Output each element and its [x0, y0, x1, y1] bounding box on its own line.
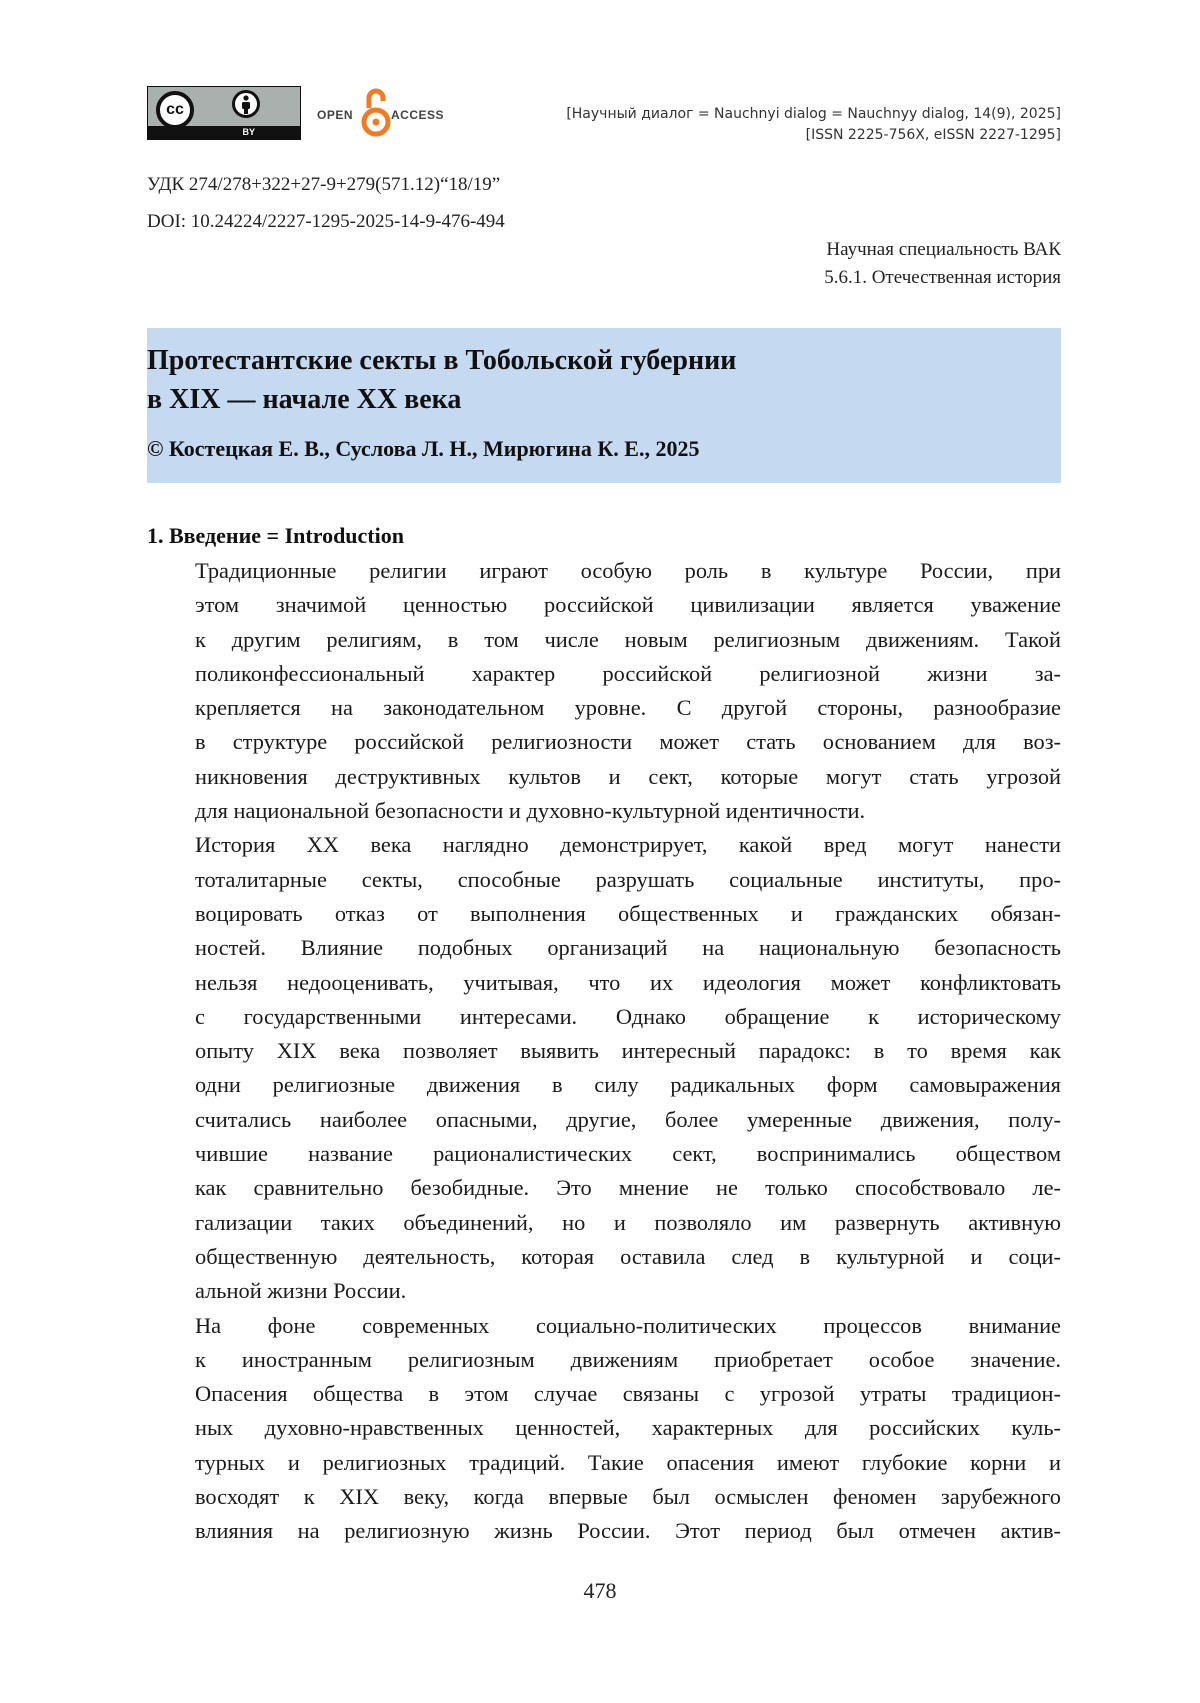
- text-line: История XX века наглядно демонстрирует, какой вред могут нанести: [195, 832, 1061, 858]
- journal-issn-line: [ISSN 2225-756X, eISSN 2227-1295]: [805, 127, 1061, 143]
- article-authors: © Костецкая Е. В., Суслова Л. Н., Мирюгина К. Е., 2025: [147, 436, 700, 461]
- article-title: [147, 341, 736, 419]
- text-line: нельзя недооценивать, учитывая, что их идеология может конфликтовать: [195, 969, 1061, 995]
- text-line: На фоне современных социально-политических процессов внимание: [195, 1312, 1061, 1338]
- text-line: опыту XIX века позволяет выявить интересный парадокс: в то время как: [195, 1038, 1061, 1064]
- text-line: в структуре российской религиозности может стать основанием для воз-: [195, 729, 1061, 755]
- text-line: тоталитарные секты, способные разрушать социальные институты, про-: [195, 866, 1061, 892]
- text-line: гализации таких объединений, но и позволяло им развернуть активную: [195, 1209, 1061, 1235]
- open-access-label-left: OPEN: [317, 108, 354, 122]
- text-line: общественную деятельность, которая оставила след в культурной и соци-: [195, 1243, 1061, 1269]
- paragraph-2: [147, 828, 1061, 1308]
- text-line: как сравнительно безобидные. Это мнение не только способствовало ле-: [195, 1175, 1061, 1201]
- text-line: поликонфессиональный характер российской религиозной жизни за-: [195, 660, 1061, 686]
- open-access-label-right: ACCESS: [391, 108, 445, 122]
- paragraph-3: [147, 1309, 1061, 1549]
- text-line: к другим религиям, в том числе новым религиозным движениям. Такой: [195, 626, 1061, 652]
- article-title-block: [147, 328, 1061, 483]
- article-title-line-2: в XIX — начале XX века: [147, 384, 462, 415]
- attribution-person-icon: [232, 90, 260, 118]
- text-line: чившие название рационалистических сект, воспринимались обществом: [195, 1141, 1061, 1167]
- article-title-line-1: Протестантские секты в Тобольской губернии: [147, 345, 737, 376]
- text-line: восходят к XIX веку, когда впервые был осмыслен феномен зарубежного: [195, 1484, 1061, 1510]
- text-line: турных и религиозных традиций. Такие опасения имеют глубокие корни и: [195, 1449, 1061, 1475]
- license-bar: [148, 126, 300, 139]
- specialty-line-1: Научная специальность ВАК: [826, 239, 1061, 260]
- text-line: для национальной безопасности и духовно-культурной идентичности.: [195, 798, 866, 824]
- section-heading: 1. Введение = Introduction: [147, 523, 404, 548]
- text-line: крепляется на законодательном уровне. С другой стороны, разнообразие: [195, 695, 1061, 721]
- text-line: Традиционные религии играют особую роль в культуре России, при: [195, 558, 1061, 583]
- text-line: одни религиозные движения в силу радикальных форм самовыражения: [195, 1072, 1061, 1098]
- paragraph-1: [147, 554, 1061, 828]
- text-line: воцировать отказ от выполнения общественных и гражданских обязан-: [195, 900, 1061, 926]
- text-line: влияния на религиозную жизнь России. Этот период был отмечен актив-: [195, 1518, 1061, 1544]
- text-line: ных духовно-нравственных ценностей, характерных для российских куль-: [195, 1415, 1061, 1441]
- cc-by-license-badge: [147, 86, 301, 140]
- text-line: с государственными интересами. Однако обращение к историческому: [195, 1003, 1061, 1029]
- cc-icon: cc: [156, 91, 194, 129]
- specialty-line-2: 5.6.1. Отечественная история: [824, 267, 1061, 288]
- text-line: этом значимой ценностью российской цивилизации является уважение: [195, 592, 1061, 618]
- text-line: альной жизни России.: [195, 1278, 407, 1304]
- license-by-label: BY: [242, 127, 255, 137]
- journal-citation: [566, 104, 1061, 146]
- open-access-lock-icon: [361, 86, 391, 140]
- text-line: считались наиболее опасными, другие, более умеренные движения, полу-: [195, 1106, 1061, 1132]
- udc-code: УДК 274/278+322+27-9+279(571.12)“18/19”: [147, 174, 501, 195]
- text-line: ностей. Влияние подобных организаций на национальную безопасность: [195, 935, 1061, 961]
- text-line: Опасения общества в этом случае связаны с угрозой утраты традицион-: [195, 1381, 1061, 1407]
- article-body: [147, 554, 1061, 1549]
- journal-line-1: [Научный диалог = Nauchnyi dialog = Nauchnyy dialog, 14(9), 2025]: [566, 106, 1061, 122]
- text-line: к иностранным религиозным движениям приобретает особое значение.: [195, 1346, 1061, 1372]
- text-line: никновения деструктивных культов и сект, которые могут стать угрозой: [195, 763, 1061, 789]
- page-number: 478: [583, 1578, 617, 1603]
- doi[interactable]: DOI: 10.24224/2227-1295-2025-14-9-476-494: [147, 211, 505, 232]
- scientific-specialty: [824, 236, 1061, 292]
